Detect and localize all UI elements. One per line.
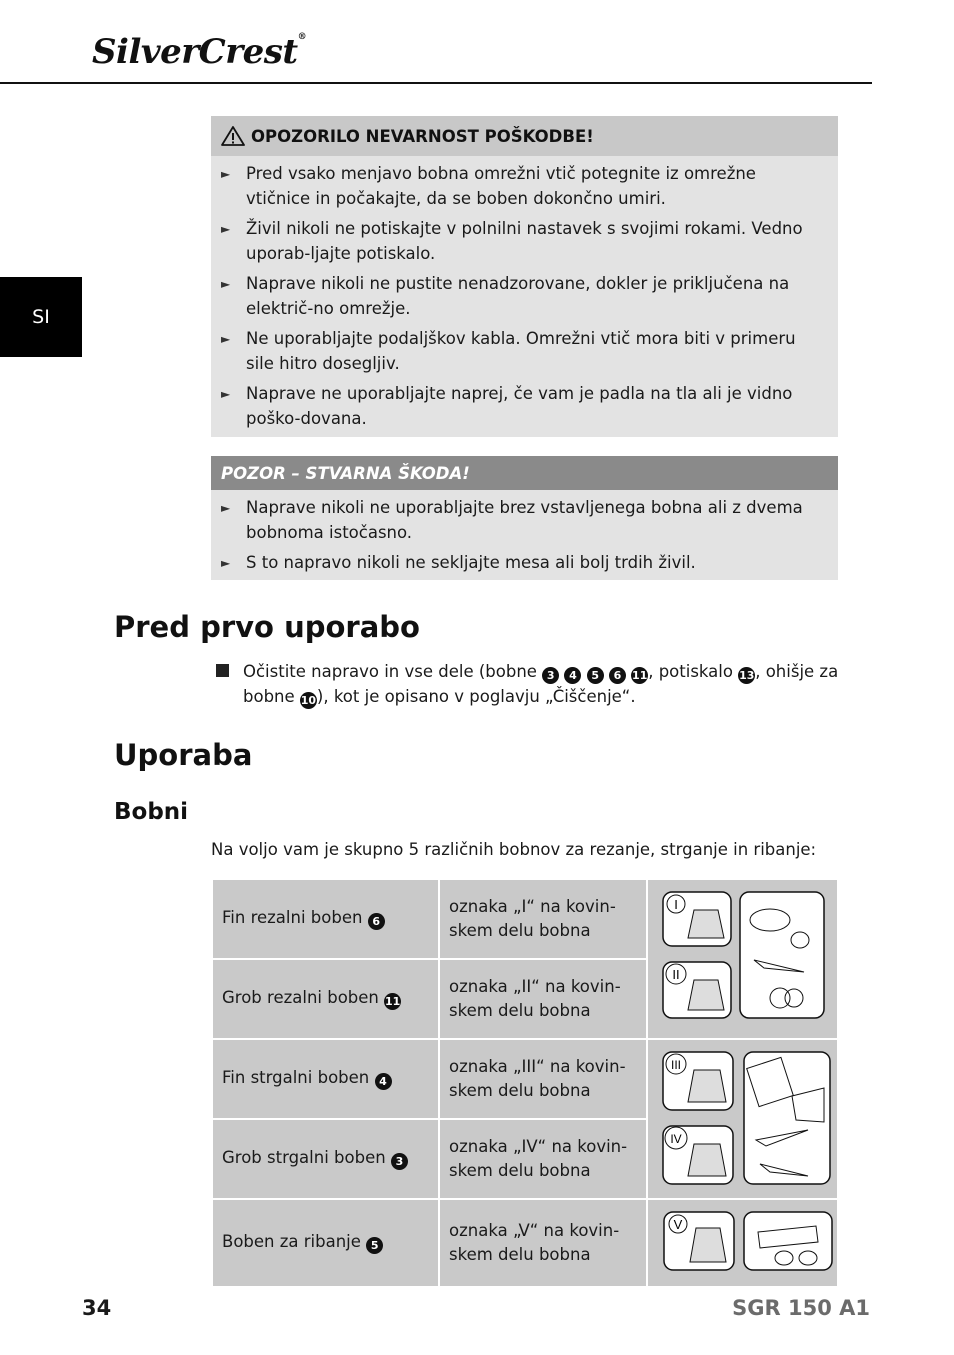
table-row [212,879,838,959]
language-tab: SI [0,277,82,357]
ref-number: 13 [739,669,755,682]
square-bullet-icon [216,664,229,677]
ref-number: 4 [564,667,581,684]
bullet-arrow-icon: ► [221,277,231,291]
ref-number: 10 [300,693,317,707]
bullet-arrow-icon: ► [221,501,231,515]
caution-list [211,490,838,588]
list-item: ► Naprave ne uporabljajte naprej, če vam je padla na tla ali je vidno poško-dovana. [221,384,793,428]
subsection-heading-drums: Bobni [114,799,189,825]
header-rule [0,82,872,84]
drum-illustration-cell [647,879,838,1039]
list-item: ► Živil nikoli ne potiskajte v polnilni nastavek s svojimi rokami. Vedno uporab-ljajte potiskalo. [221,219,803,263]
drum-mark-cell: oznaka „II“ na kovin-skem delu bobna [439,959,647,1039]
list-item: ► Naprave nikoli ne uporabljajte brez vstavljenega bobna ali z dvema bobnoma istočasno. [221,498,803,542]
drum-mark-cell: oznaka „III“ na kovin-skem delu bobna [439,1039,647,1119]
caution-header [211,456,838,490]
svg-text:I: I [674,897,678,912]
drums-table [211,878,839,1288]
drum-name-cell: Boben za ribanje 5 [212,1199,439,1287]
bullet-arrow-icon: ► [221,332,231,346]
caution-box [211,456,838,580]
ref-number: 6 [609,667,626,684]
warning-list [211,156,838,443]
drum-name-cell: Grob strgalni boben 3 [212,1119,439,1199]
section-heading-use: Uporaba [114,738,253,772]
warning-title: OPOZORILO NEVARNOST POŠKODBE! [251,126,594,146]
svg-text:III: III [670,1058,682,1072]
table-row [212,1039,838,1119]
brand-logo: SilverCrest® [92,32,307,72]
drum-illustration-cell [647,1199,838,1287]
list-item: ► Ne uporabljajte podaljškov kabla. Omrežni vtič mora biti v primeru sile hitro dosegljiv. [221,329,796,373]
ref-number: 3 [391,1153,408,1170]
svg-text:IV: IV [670,1132,682,1146]
list-item: ► S to napravo nikoli ne sekljajte mesa ali bolj trdih živil. [221,551,824,576]
caution-title: POZOR – STVARNA ŠKODA! [221,463,470,483]
drum-name-cell: Fin rezalni boben 6 [212,879,439,959]
drum-illustration-cell [647,1039,838,1199]
drum-name-cell: Grob rezalni boben 11 [212,959,439,1039]
ref-number: 4 [375,1073,392,1090]
warning-box [211,116,838,437]
warning-triangle-icon [221,125,245,147]
bullet-arrow-icon: ► [221,222,231,236]
ref-number: 6 [368,913,385,930]
drum-mark-cell: oznaka „I“ na kovin-skem delu bobna [439,879,647,959]
bullet-arrow-icon: ► [221,556,231,570]
model-name: SGR 150 A1 [732,1296,870,1320]
drum-mark-cell: oznaka „IV“ na kovin-skem delu bobna [439,1119,647,1199]
ref-number: 5 [366,1237,383,1254]
grating-drums-illustration [648,1040,837,1194]
warning-header [211,116,838,156]
svg-text:II: II [672,967,680,982]
ref-number: 5 [587,667,604,684]
list-item: ► Pred vsako menjavo bobna omrežni vtič potegnite iz omrežne vtičnice in počakajte, da se boben dokončno umiri. [221,164,756,208]
drum-mark-cell: oznaka „V“ na kovin-skem delu bobna [439,1199,647,1287]
list-item: ► Naprave nikoli ne pustite nenadzorovane, dokler je priključena na električ-no omrežje. [221,274,790,318]
drum-name-cell: Fin strgalni boben 4 [212,1039,439,1119]
drums-intro: Na voljo vam je skupno 5 različnih bobnov za rezanje, strganje in ribanje: [211,840,817,859]
ref-number: 11 [632,669,648,682]
table-row [212,1199,838,1287]
ref-number: 3 [542,667,559,684]
page-number: 34 [82,1296,112,1320]
bullet-arrow-icon: ► [221,167,231,181]
slicing-drums-illustration [648,880,837,1034]
first-use-instruction: Očistite napravo in vse dele (bobne 3 4 5 6 11, potiskalo 13, ohišje za bobne 10), kot je opisano v poglavju „Čiščenje“. [216,660,846,709]
bullet-arrow-icon: ► [221,387,231,401]
svg-text:V: V [673,1217,683,1232]
section-heading-first-use: Pred prvo uporabo [114,610,420,644]
ref-number: 11 [384,995,401,1008]
shredding-drum-illustration [648,1200,837,1282]
